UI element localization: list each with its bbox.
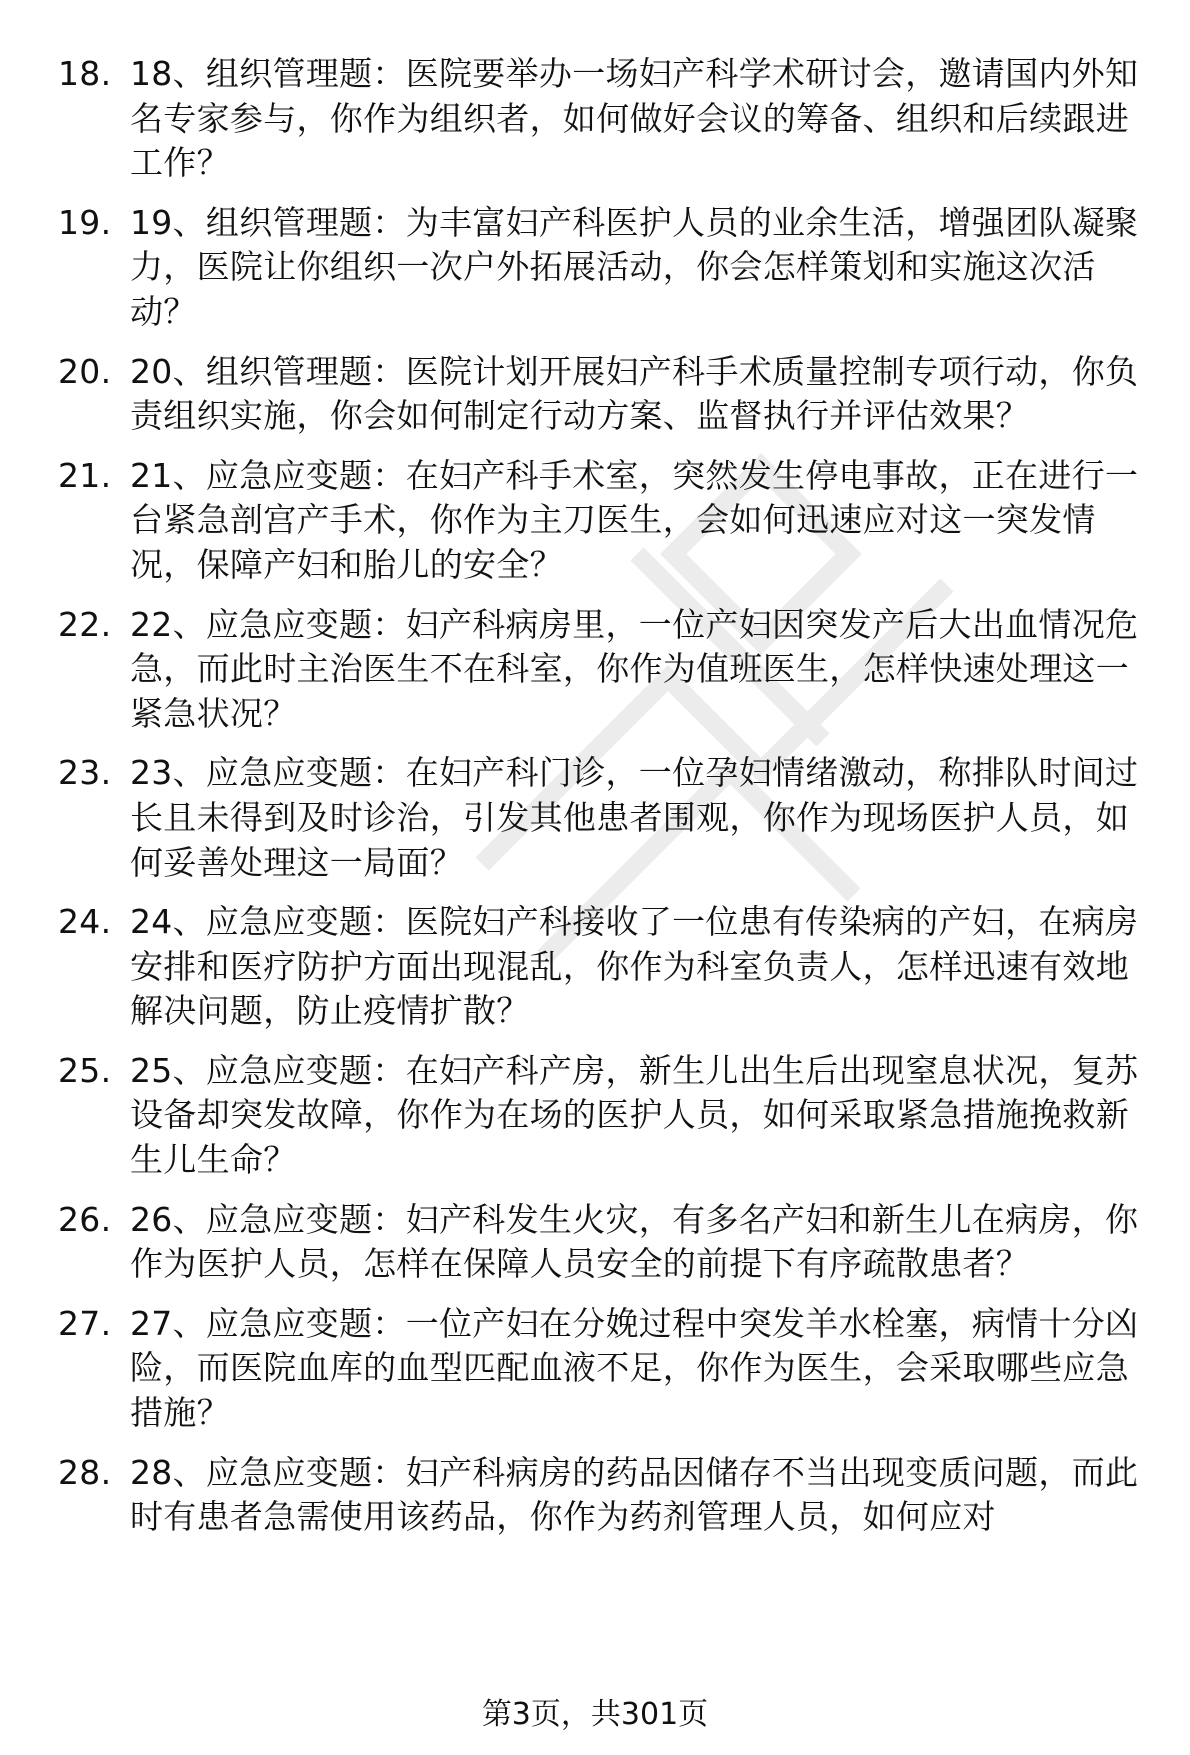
question-number: 25. xyxy=(58,1050,112,1090)
question-number: 21. xyxy=(58,455,112,495)
list-item xyxy=(58,751,1148,885)
question-number: 22. xyxy=(58,604,112,644)
question-text: 20、组织管理题：医院计划开展妇产科手术质量控制专项行动，你负责组织实施，你会如何制定行动方案、监督执行并评估效果？ xyxy=(130,351,1139,436)
question-text: 23、应急应变题：在妇产科门诊，一位孕妇情绪激动，称排队时间过长且未得到及时诊治，引发其他患者围观，你作为现场医护人员，如何妥善处理这一局面？ xyxy=(130,753,1139,882)
list-item xyxy=(58,1198,1148,1287)
list-item xyxy=(58,603,1148,737)
list-item xyxy=(58,52,1148,186)
question-number: 20. xyxy=(58,351,112,391)
question-text: 21、应急应变题：在妇产科手术室，突然发生停电事故，正在进行一台紧急剖宫产手术，你作为主刀医生，会如何迅速应对这一突发情况，保障产妇和胎儿的安全？ xyxy=(130,455,1139,584)
question-number: 18. xyxy=(58,54,112,93)
question-text: 18、组织管理题：医院要举办一场妇产科学术研讨会，邀请国内外知名专家参与，你作为组织者，如何做好会议的筹备、组织和后续跟进工作？ xyxy=(130,54,1139,183)
question-number: 19. xyxy=(58,202,112,242)
question-list xyxy=(58,52,1148,1555)
question-number: 27. xyxy=(58,1303,112,1343)
page-number-label: 第3页，共301页 xyxy=(481,1697,709,1732)
list-item xyxy=(58,900,1148,1034)
question-number: 24. xyxy=(58,902,112,942)
page-footer xyxy=(0,1695,1190,1735)
question-text: 26、应急应变题：妇产科发生火灾，有多名产妇和新生儿在病房，你作为医护人员，怎样在保障人员安全的前提下有序疏散患者？ xyxy=(130,1199,1139,1284)
question-text: 27、应急应变题：一位产妇在分娩过程中突发羊水栓塞，病情十分凶险，而医院血库的血型匹配血液不足，你作为医生，会采取哪些应急措施？ xyxy=(130,1303,1139,1433)
question-text: 22、应急应变题：妇产科病房里，一位产妇因突发产后大出血情况危急，而此时主治医生不在科室，你作为值班医生，怎样快速处理这一紧急状况？ xyxy=(130,604,1139,733)
list-item xyxy=(58,454,1148,588)
list-item xyxy=(58,1451,1148,1540)
question-number: 28. xyxy=(58,1452,112,1492)
question-text: 24、应急应变题：医院妇产科接收了一位患有传染病的产妇，在病房安排和医疗防护方面出现混乱，你作为科室负责人，怎样迅速有效地解决问题，防止疫情扩散？ xyxy=(130,902,1139,1031)
list-item xyxy=(58,1302,1148,1436)
list-item xyxy=(58,350,1148,439)
question-number: 23. xyxy=(58,753,112,793)
list-item xyxy=(58,201,1148,335)
question-text: 25、应急应变题：在妇产科产房，新生儿出生后出现窒息状况，复苏设备却突发故障，你作为在场的医护人员，如何采取紧急措施挽救新生儿生命？ xyxy=(130,1050,1139,1180)
question-text: 28、应急应变题：妇产科病房的药品因储存不当出现变质问题，而此时有患者急需使用该药品，你作为药剂管理人员，如何应对 xyxy=(130,1452,1139,1537)
question-number: 26. xyxy=(58,1199,112,1239)
question-text: 19、组织管理题：为丰富妇产科医护人员的业余生活，增强团队凝聚力，医院让你组织一次户外拓展活动，你会怎样策划和实施这次活动？ xyxy=(130,202,1139,331)
list-item xyxy=(58,1049,1148,1183)
